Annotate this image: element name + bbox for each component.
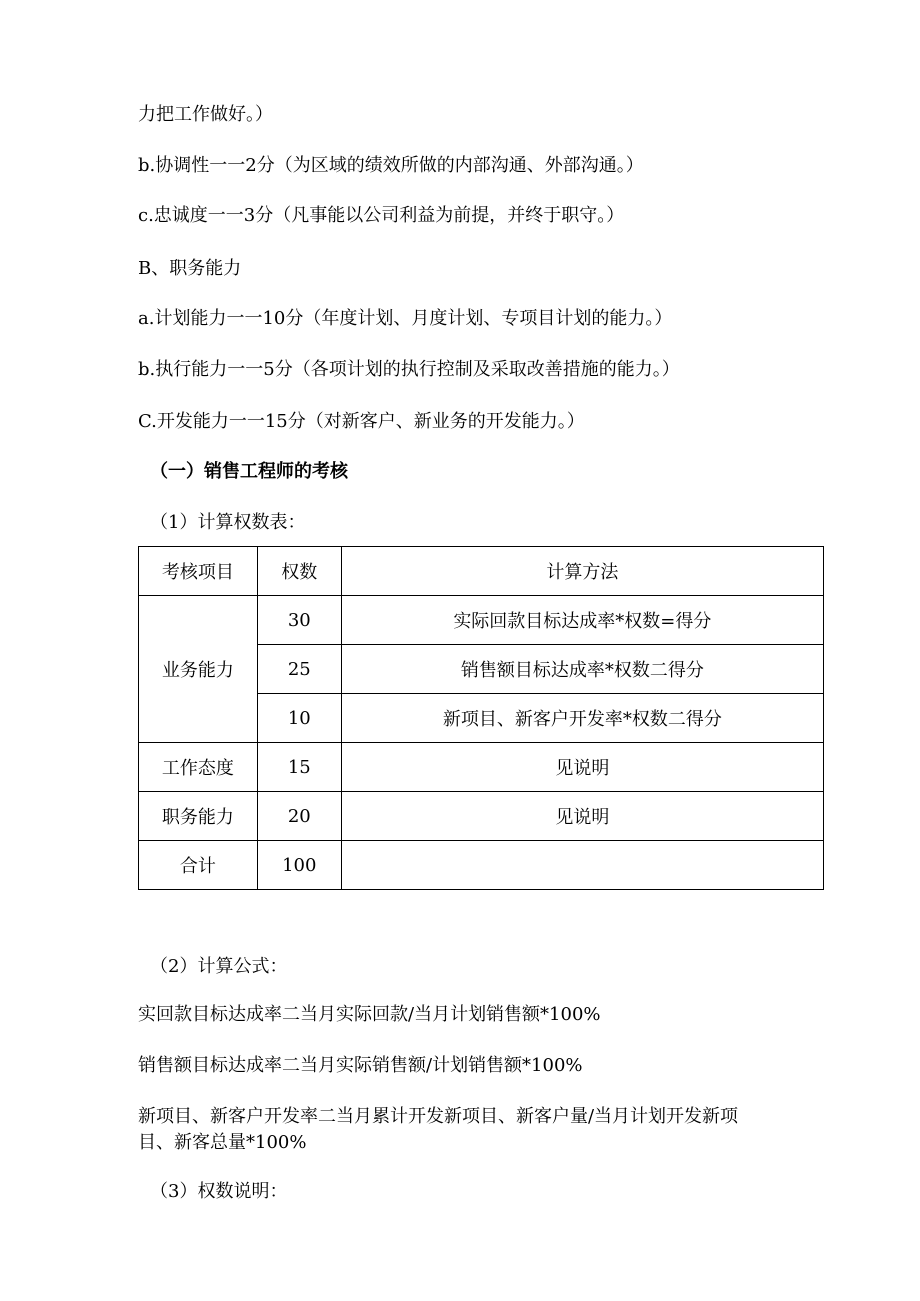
formula-payment-rate: 实回款目标达成率二当月实际回款/当月计划销售额*100% [138, 1004, 601, 1025]
table-total-row [139, 841, 824, 890]
table-row [139, 743, 824, 792]
cell-method: 见说明 [341, 743, 823, 792]
header-weight: 权数 [257, 547, 341, 596]
cell-item: 合计 [139, 841, 258, 890]
cell-item: 职务能力 [139, 792, 258, 841]
cell-method: 新项目、新客户开发率*权数二得分 [341, 694, 823, 743]
header-item: 考核项目 [139, 547, 258, 596]
line-planning-ability: a.计划能力一一10分（年度计划、月度计划、专项目计划的能力。） [138, 308, 673, 329]
table-row [139, 792, 824, 841]
section-heading: （一）销售工程师的考核 [150, 461, 348, 482]
cell-weight: 100 [257, 841, 341, 890]
table-caption: （1）计算权数表： [150, 512, 306, 533]
line-duty-ability-heading: B、职务能力 [138, 258, 242, 279]
line-work-effort-tail: 力把工作做好。） [138, 104, 273, 125]
cell-weight: 30 [257, 596, 341, 645]
weights-table [138, 546, 824, 890]
cell-weight: 20 [257, 792, 341, 841]
cell-method [341, 841, 823, 890]
line-loyalty: c.忠诚度一一3分（凡事能以公司利益为前提，并终于职守。） [138, 205, 625, 226]
header-method: 计算方法 [341, 547, 823, 596]
cell-item: 工作态度 [139, 743, 258, 792]
cell-method: 实际回款目标达成率*权数=得分 [341, 596, 823, 645]
formula-new-client-rate-line2: 目、新客总量*100% [138, 1132, 307, 1153]
line-coordination: b.协调性一一2分（为区域的绩效所做的内部沟通、外部沟通。） [138, 155, 644, 176]
cell-weight: 15 [257, 743, 341, 792]
formula-sales-rate: 销售额目标达成率二当月实际销售额/计划销售额*100% [138, 1055, 583, 1076]
table-header-row [139, 547, 824, 596]
cell-weight: 25 [257, 645, 341, 694]
weights-caption: （3）权数说明： [150, 1181, 288, 1202]
formula-new-client-rate-line1: 新项目、新客户开发率二当月累计开发新项目、新客户量/当月计划开发新项 [138, 1106, 739, 1127]
formula-caption: （2）计算公式： [150, 956, 288, 977]
cell-method: 销售额目标达成率*权数二得分 [341, 645, 823, 694]
line-execution-ability: b.执行能力一一5分（各项计划的执行控制及采取改善措施的能力。） [138, 359, 680, 380]
table-row [139, 596, 824, 645]
cell-weight: 10 [257, 694, 341, 743]
cell-business-ability: 业务能力 [139, 596, 258, 743]
cell-method: 见说明 [341, 792, 823, 841]
line-development-ability: C.开发能力一一15分（对新客户、新业务的开发能力。） [138, 411, 585, 432]
